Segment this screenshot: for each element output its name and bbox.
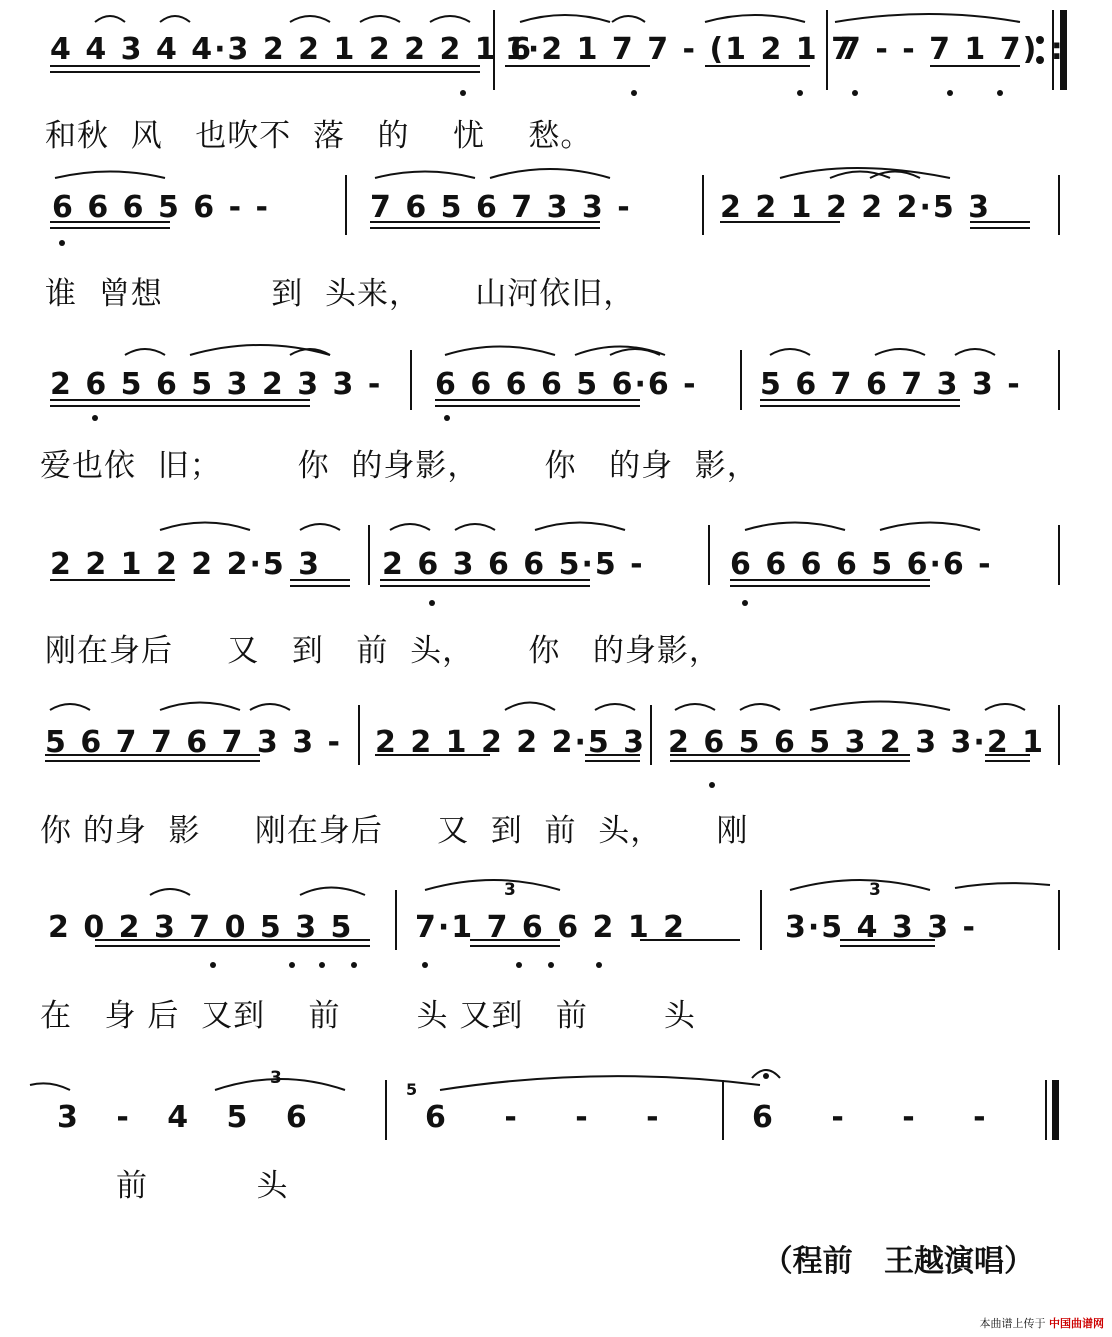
measure-notes: 3 - 4 5 6 (57, 1100, 309, 1135)
bar-line (410, 350, 412, 410)
bar-line (358, 705, 360, 765)
lyrics-line-5: 你 的身 影 刚在身后 又 到 前 头， 刚 (40, 813, 749, 849)
bar-line (1058, 705, 1060, 765)
measure-notes: 2 2 1 2 2 2·5 3 (375, 725, 647, 760)
bar-line (395, 890, 397, 950)
grace-note: 5 (406, 1080, 418, 1099)
triplet-mark: 3 (504, 880, 516, 900)
watermark-brand: 中国曲谱网 (1049, 1317, 1104, 1330)
bar-line (1058, 175, 1060, 235)
measure-notes: 2 6 3 6 6 5·5 - (382, 547, 645, 582)
measure-notes: 6 6 6 5 6 - - (52, 190, 270, 225)
watermark-text: 本曲谱上传于 (979, 1317, 1046, 1330)
bar-line (1058, 350, 1060, 410)
measure-notes: 7·1 7 6 6 2 1 2 (415, 910, 687, 945)
bar-line (1058, 890, 1060, 950)
bar-line (722, 1080, 724, 1140)
measure-notes: 7 - - 7 1 7) : (840, 32, 1065, 67)
bar-line (1045, 1080, 1047, 1140)
measure-notes: 2 6 5 6 5 3 2 3 3 - (50, 367, 383, 402)
measure-notes: 6 - - - (425, 1100, 661, 1135)
triplet-mark: 3 (270, 1068, 282, 1088)
measure-notes: 6 - - - (752, 1100, 988, 1135)
lyrics-line-2: 谁 曾想 到 头来， 山河依旧， (45, 276, 636, 312)
measure-notes: 5 6 7 7 6 7 3 3 - (45, 725, 342, 760)
lyrics-line-1: 和秋 风 也吹不 落 的 忧 愁。 (45, 118, 593, 154)
measure-notes: 6 6 6 6 5 6·6 - (730, 547, 993, 582)
triplet-mark: 3 (869, 880, 881, 900)
measure-notes: 7 6 5 6 7 3 3 - (370, 190, 632, 225)
bar-line (345, 175, 347, 235)
bar-line (368, 525, 370, 585)
measure-notes: 2 6 5 6 5 3 2 3 3·2 1 (668, 725, 1046, 760)
bar-line (760, 890, 762, 950)
lyrics-line-7: 前 头 (40, 1168, 289, 1204)
lyrics-line-6: 在 身 后 又到 前 头 又到 前 头 (40, 998, 696, 1034)
site-watermark (980, 1315, 1105, 1331)
bar-line (702, 175, 704, 235)
measure-notes: 6 6 6 6 5 6·6 - (435, 367, 698, 402)
measure-notes: 1·2 1 7 7 - (1 2 1 7 (505, 32, 854, 67)
bar-line (708, 525, 710, 585)
measure-notes: 3·5 4 3 3 - (785, 910, 977, 945)
lyrics-line-3: 爱也依 旧； 你 的身影， 你 的身 影， (40, 448, 759, 484)
measure-notes: 5 6 7 6 7 3 3 - (760, 367, 1022, 402)
measure-notes: 2 2 1 2 2 2·5 3 (720, 190, 992, 225)
measure-notes: 4 4 3 4 4·3 2 2 1 2 2 2 1 6 (50, 32, 533, 67)
bar-line (740, 350, 742, 410)
lyrics-line-4: 刚在身后 又 到 前 头， 你 的身影， (45, 633, 721, 669)
performer-credit: （程前 王越演唱） (762, 1244, 1034, 1279)
bar-line (385, 1080, 387, 1140)
final-bar (1052, 1080, 1059, 1140)
measure-notes: 2 0 2 3 7 0 5 3 5 (48, 910, 354, 945)
bar-line (1058, 525, 1060, 585)
bar-line (650, 705, 652, 765)
measure-notes: 2 2 1 2 2 2·5 3 (50, 547, 322, 582)
